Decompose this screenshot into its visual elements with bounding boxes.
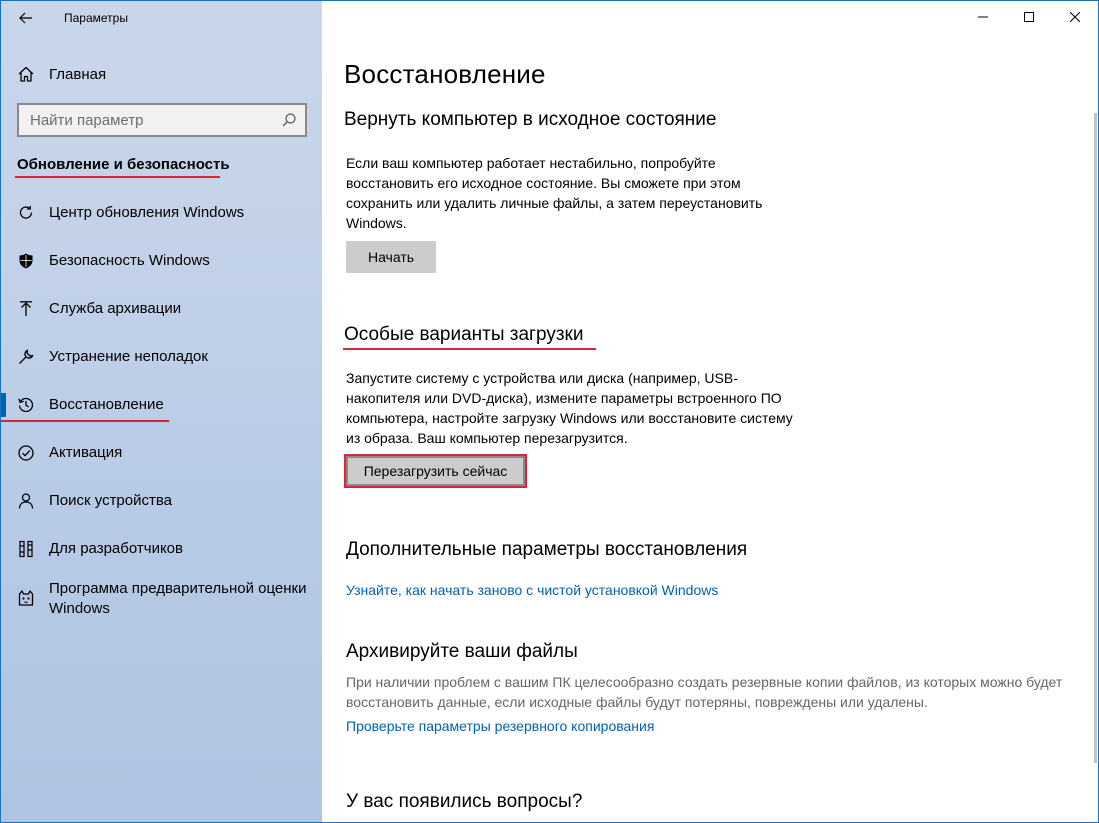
- sidebar-home[interactable]: [17, 63, 106, 85]
- sidebar-item-label: Для разработчиков: [49, 540, 183, 557]
- search-box[interactable]: [17, 103, 307, 137]
- reset-heading: Вернуть компьютер в исходное состояние: [344, 109, 717, 130]
- fresh-start-link[interactable]: Узнайте, как начать заново с чистой установкой Windows: [346, 582, 719, 598]
- backup-settings-link[interactable]: Проверьте параметры резервного копирования: [346, 718, 655, 734]
- reset-start-button[interactable]: Начать: [346, 241, 436, 273]
- sidebar-item-label: Центр обновления Windows: [49, 204, 245, 221]
- sidebar-item-label: Поиск устройства: [49, 492, 173, 509]
- titlebar-left: [1, 1, 322, 35]
- sidebar-section-title: Обновление и безопасность: [17, 156, 230, 173]
- advanced-startup-description: Запустите систему с устройства или диска (например, USB-накопителя или DVD-диска), измените параметры встроенного ПО компьютера, настройте загрузку Windows или восстановите систему из образа. Ваш компьютер перезагрузится.: [346, 370, 793, 446]
- sidebar-item-troubleshoot[interactable]: [1, 335, 322, 379]
- more-recovery-heading: Дополнительные параметры восстановления: [346, 539, 748, 560]
- check-circle-icon: [17, 444, 35, 462]
- backup-heading: Архивируйте ваши файлы: [346, 641, 578, 662]
- sidebar-item-label: Программа предварительной оценки Windows: [49, 580, 307, 617]
- close-icon: [1070, 12, 1080, 22]
- shield-icon: [17, 252, 35, 270]
- sidebar-item-insider[interactable]: [1, 575, 322, 621]
- backup-arrow-icon: [17, 300, 35, 318]
- refresh-icon: [17, 204, 35, 222]
- sidebar-item-label: Активация: [49, 444, 123, 461]
- sidebar-item-windows-update[interactable]: [1, 191, 322, 235]
- sidebar-item-label: Устранение неполадок: [49, 348, 208, 365]
- minimize-icon: [978, 12, 988, 22]
- back-arrow-icon: [19, 12, 33, 24]
- search-input[interactable]: [19, 105, 305, 135]
- active-indicator: [1, 393, 6, 417]
- search-icon[interactable]: [281, 112, 297, 128]
- questions-heading: У вас появились вопросы?: [346, 791, 583, 812]
- insider-cat-icon: [17, 589, 35, 607]
- backup-description: При наличии проблем с вашим ПК целесообразно создать резервные копии файлов, из которых можно будет восстановить данные, если исходные файлы будут потеряны, повреждены или удалены.: [346, 674, 1063, 710]
- wrench-icon: [17, 348, 35, 366]
- sidebar-item-label: Восстановление: [49, 396, 164, 413]
- person-locate-icon: [17, 492, 35, 510]
- advanced-startup-underline: [343, 348, 596, 350]
- scrollbar[interactable]: [1094, 113, 1097, 763]
- sidebar-item-label: Безопасность Windows: [49, 252, 210, 269]
- sidebar-item-windows-security[interactable]: [1, 239, 322, 283]
- close-button[interactable]: [1052, 1, 1098, 33]
- home-icon: [17, 65, 35, 83]
- sidebar-item-developers[interactable]: [1, 527, 322, 571]
- recovery-underline: [1, 420, 169, 422]
- maximize-icon: [1024, 12, 1034, 22]
- sidebar-item-find-device[interactable]: [1, 479, 322, 523]
- section-title-underline: [15, 176, 220, 178]
- restart-now-button[interactable]: Перезагрузить сейчас: [346, 456, 525, 486]
- developer-tools-icon: [17, 540, 35, 558]
- back-button[interactable]: [11, 5, 41, 31]
- advanced-startup-heading: Особые варианты загрузки: [344, 324, 584, 345]
- main-content: [322, 1, 1099, 823]
- sidebar-item-activation[interactable]: [1, 431, 322, 475]
- window-controls: [960, 1, 1098, 33]
- sidebar-home-label: Главная: [49, 65, 107, 83]
- minimize-button[interactable]: [960, 1, 1006, 33]
- maximize-button[interactable]: [1006, 1, 1052, 33]
- reset-description: Если ваш компьютер работает нестабильно, попробуйте восстановить его исходное состояние. Вы сможете при этом сохранить или удалить личные файлы, а затем переустановить Windows.: [346, 155, 763, 231]
- sidebar-item-label: Служба архивации: [49, 300, 182, 317]
- app-title: Параметры: [64, 11, 128, 25]
- page-title: Восстановление: [344, 59, 546, 89]
- history-icon: [17, 396, 35, 414]
- sidebar: [1, 1, 322, 823]
- sidebar-item-backup[interactable]: [1, 287, 322, 331]
